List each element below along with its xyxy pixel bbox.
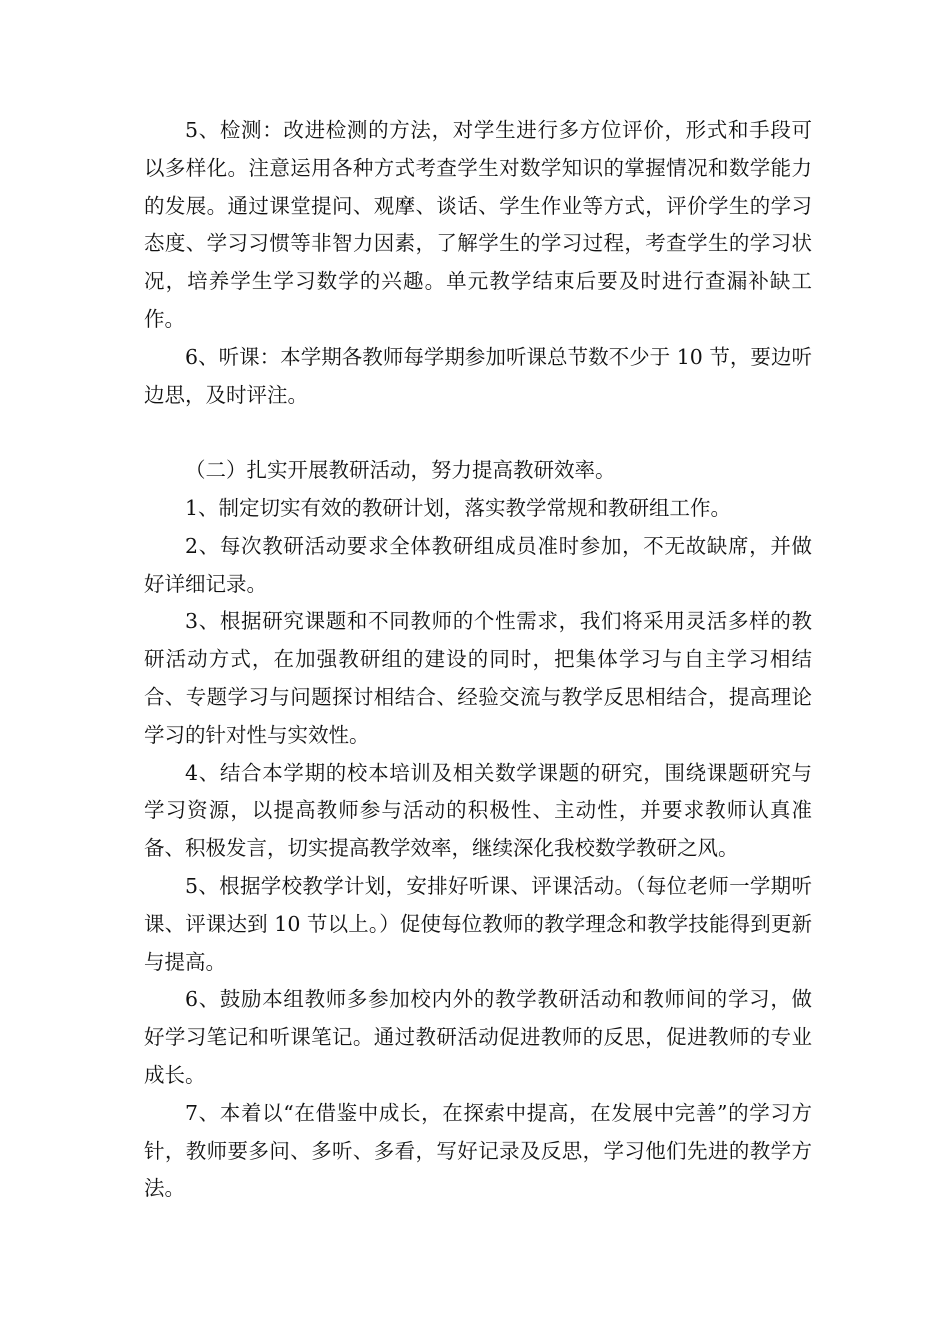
- paragraph-research-plan: 1、制定切实有效的教研计划，落实教学常规和教研组工作。: [185, 495, 732, 520]
- paragraph-learning-policy: 7、本着以“在借鉴中成长，在探索中提高，在发展中完善”的学习方针，教师要多问、多听、多看，写好记录及反思，学习他们先进的教学方法。: [144, 1100, 812, 1201]
- paragraph-lesson-evaluation: 5、根据学校教学计划，安排好听课、评课活动。（每位老师一学期听课、评课达到 10 节以上。）促使每位教师的教学理念和教学技能得到更新与提高。: [144, 873, 812, 974]
- paragraph-attendance: 2、每次教研活动要求全体教研组成员准时参加，不无故缺席，并做好详细记录。: [144, 533, 812, 596]
- paragraph-teacher-learning: 6、鼓励本组教师多参加校内外的教学教研活动和教师间的学习，做好学习笔记和听课笔记。通过教研活动促进教师的反思，促进教师的专业成长。: [144, 987, 812, 1087]
- paragraph-testing: 5、检测：改进检测的方法，对学生进行多方位评价，形式和手段可以多样化。注意运用各种方式考查学生对数学知识的掌握情况和数学能力的发展。通过课堂提问、观摩、谈话、学生作业等方式，评价学生的学习态度、学习习惯等非智力因素，了解学生的学习过程，考查学生的学习状况，培养学生学习数学的兴趣。单元教学结束后要及时进行查漏补缺工作。: [144, 118, 812, 331]
- paragraph-lesson-observation: 6、听课：本学期各教师每学期参加听课总节数不少于 10 节，要边听边思，及时评注。: [144, 344, 812, 407]
- document-body: [144, 112, 812, 1208]
- paragraph-school-training: 4、结合本学期的校本培训及相关数学课题的研究，围绕课题研究与学习资源，以提高教师参与活动的积极性、主动性，并要求教师认真准备、积极发言，切实提高教学效率，继续深化我校数学教研之风。: [144, 760, 812, 861]
- section-heading-research-activities: （二）扎实开展教研活动，努力提高教研效率。: [185, 458, 616, 483]
- paragraph-research-methods: 3、根据研究课题和不同教师的个性需求，我们将采用灵活多样的教研活动方式，在加强教研组的建设的同时，把集体学习与自主学习相结合、专题学习与问题探讨相结合、经验交流与教学反思相结合，提高理论学习的针对性与实效性。: [144, 609, 812, 747]
